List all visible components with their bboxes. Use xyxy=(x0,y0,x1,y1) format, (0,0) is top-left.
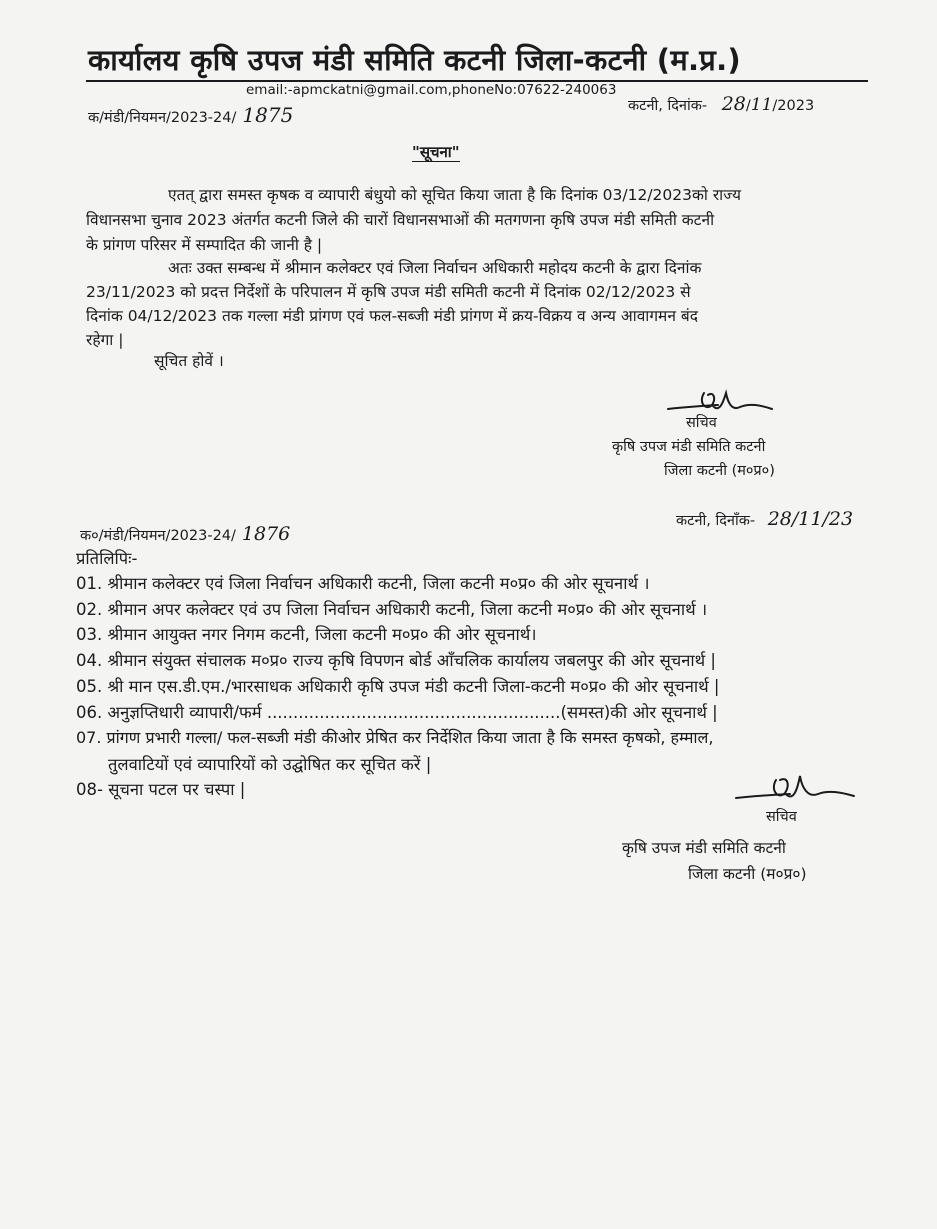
signatory-org-1: कृषि उपज मंडी समिति कटनी xyxy=(612,439,766,455)
notice-line: विधानसभा चुनाव 2023 अंतर्गत कटनी जिले की चारों विधानसभाओं की मतगणना कृषि उपज मंडी समिती कटनी xyxy=(86,211,715,229)
copy-list-item: 05. श्री मान एस.डी.एम./भारसाधक अधिकारी कृषि उपज मंडी कटनी जिला-कटनी म०प्र० की ओर सूचनार्थ | xyxy=(76,677,720,696)
copy-list-item: 08- सूचना पटल पर चस्पा | xyxy=(76,780,246,799)
notice-heading: "सूचना" xyxy=(412,143,460,161)
copy-list-item: 07. प्रांगण प्रभारी गल्ला/ फल-सब्जी मंडी कीओर प्रेषित कर निर्देशित किया जाता है कि समस्त कृषको, हम्माल, xyxy=(76,728,714,747)
notice-line: 23/11/2023 को प्रदत्त निर्देशों के परिपालन में कृषि उपज मंडी समिती कटनी में दिनांक 02/12/2023 से xyxy=(86,283,691,301)
copy-list-item: 02. श्रीमान अपर कलेक्टर एवं उप जिला निर्वाचन अधिकारी कटनी, जिला कटनी म०प्र० की ओर सूचनार्थ । xyxy=(76,600,708,619)
signatory-org-2: कृषि उपज मंडी समिति कटनी xyxy=(622,839,786,857)
date-sep-1: / xyxy=(745,98,751,114)
date-label-2: कटनी, दिनाँक- xyxy=(676,513,756,529)
reference-prefix-2: क०/मंडी/नियमन/2023-24/ xyxy=(80,528,236,544)
copy-list-item: 06. अनुज्ञप्तिधारी व्यापारी/फर्म ........................................................(समस्त)की ओर सूचनार्थ | xyxy=(76,703,718,722)
signatory-district-1: जिला कटनी (म०प्र०) xyxy=(664,463,775,479)
signature-mark-1 xyxy=(660,385,780,430)
reference-date-2 xyxy=(676,508,853,530)
reference-number-2 xyxy=(80,523,290,545)
date-label-1: कटनी, दिनांक- xyxy=(628,98,708,114)
copy-list-item: 04. श्रीमान संयुक्त संचालक म०प्र० राज्य कृषि विपणन बोर्ड आँचलिक कार्यालय जबलपुर की ओर सूचनार्थ | xyxy=(76,651,716,670)
notice-line: रहेगा | xyxy=(86,331,124,349)
notice-line: एतत् द्वारा समस्त कृषक व व्यापारी बंधुयो को सूचित किया जाता है कि दिनांक 03/12/2023को राज्य xyxy=(168,186,742,204)
handwritten-ref-number-2: 1876 xyxy=(241,523,291,545)
handwritten-date-month-1: 11 xyxy=(750,95,773,115)
copy-list-item: 01. श्रीमान कलेक्टर एवं जिला निर्वाचन अधिकारी कटनी, जिला कटनी म०प्र० की ओर सूचनार्थ । xyxy=(76,574,650,593)
copy-list-item-continuation: तुलवाटियों एवं व्यापारियों को उद्घोषित कर सूचित करें | xyxy=(108,755,432,774)
signatory-district-2: जिला कटनी (म०प्र०) xyxy=(688,865,807,883)
signatory-designation-2: सचिव xyxy=(766,809,797,825)
handwritten-ref-number-1: 1875 xyxy=(242,103,294,127)
reference-date-1 xyxy=(628,93,814,115)
reference-number-1 xyxy=(88,103,293,127)
notice-line: अतः उक्त सम्बन्ध में श्रीमान कलेक्टर एवं जिला निर्वाचन अधिकारी महोदय कटनी के द्वारा दिनांक xyxy=(168,259,702,277)
copy-list-heading: प्रतिलिपिः- xyxy=(76,549,138,568)
handwritten-date-day-1: 28 xyxy=(721,93,746,115)
notice-closing: सूचित होवें । xyxy=(154,352,224,370)
date-year-1: /2023 xyxy=(772,98,815,114)
notice-line: के प्रांगण परिसर में सम्पादित की जानी है | xyxy=(86,236,323,254)
copy-list-item: 03. श्रीमान आयुक्त नगर निगम कटनी, जिला कटनी म०प्र० की ओर सूचनार्थ। xyxy=(76,625,537,644)
signatory-designation-1: सचिव xyxy=(686,415,717,431)
contact-line: email:-apmckatni@gmail.com,phoneNo:07622-240063 xyxy=(246,82,617,98)
office-title: कार्यालय कृषि उपज मंडी समिति कटनी जिला-कटनी (म.प्र.) xyxy=(88,43,741,77)
reference-prefix-1: क/मंडी/नियमन/2023-24/ xyxy=(88,110,237,126)
handwritten-date-2: 28/11/23 xyxy=(767,508,854,530)
notice-line: दिनांक 04/12/2023 तक गल्ला मंडी प्रांगण एवं फल-सब्जी मंडी प्रांगण में क्रय-विक्रय व अन्य आवागमन बंद xyxy=(86,307,698,325)
